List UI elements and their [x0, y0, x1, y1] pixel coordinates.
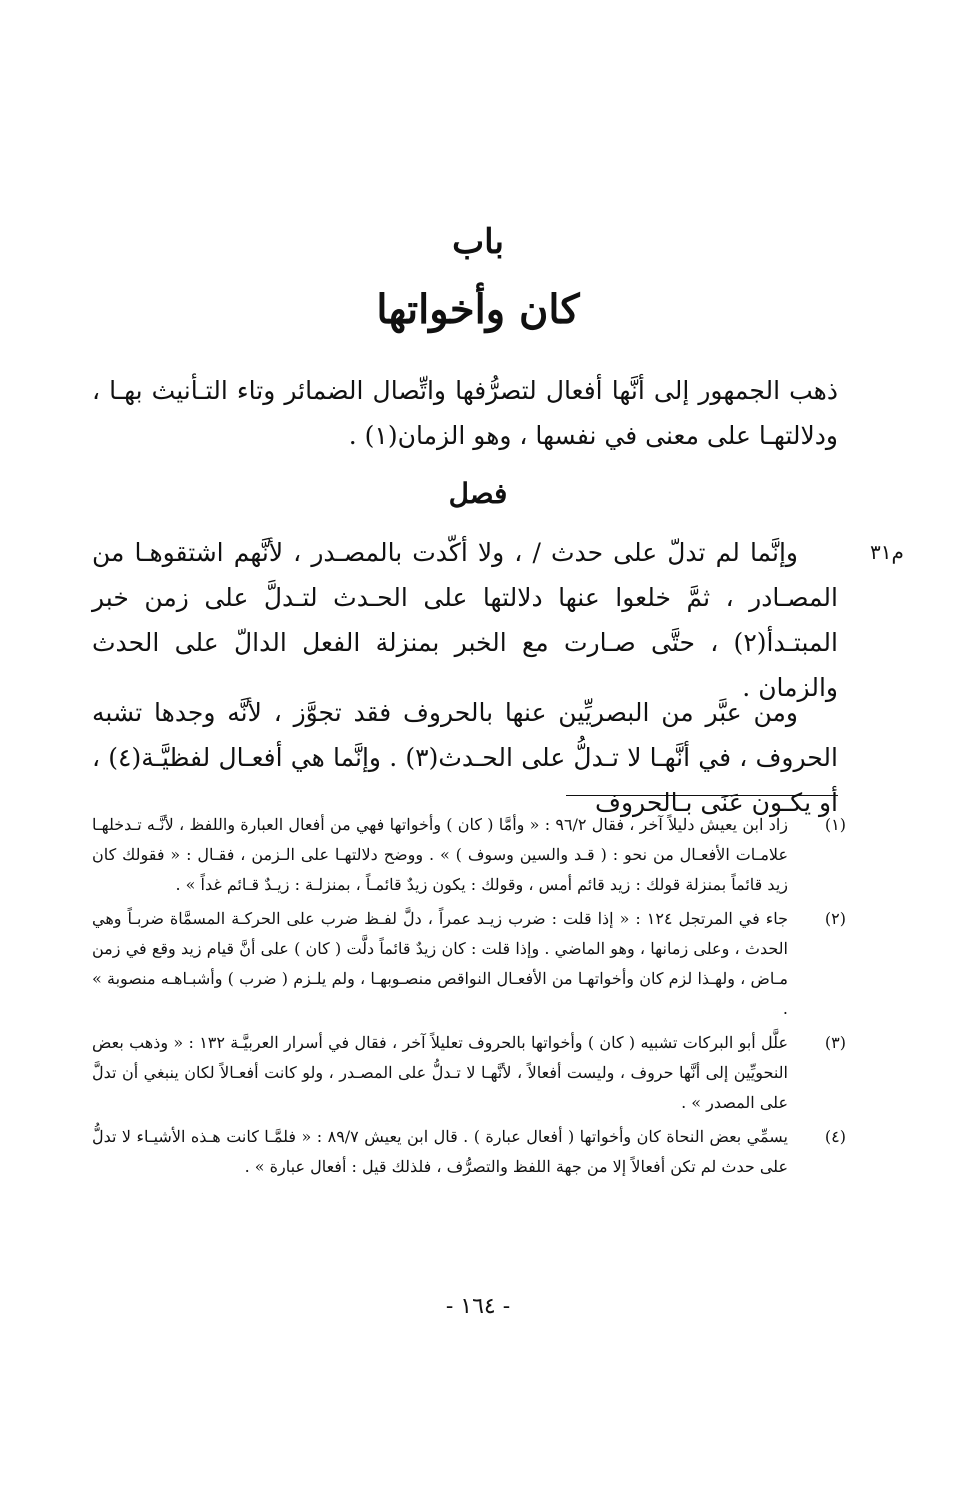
- footnote-3: [92, 1028, 846, 1118]
- footnote-number: (١): [824, 815, 846, 834]
- footnote-text: جاء في المرتجل ١٢٤ : « إذا قلت : ضرب زيـد عمراً ، دلَّ لفـظ ضرب على الحركـة المسمَّاة ضربـاً وهي الحدث ، وعلى زمانها ، وهو الماضي . وإذا قلت : كان زيدٌ قائماً دلَّت ( كان ) على أنَّ قيام زيد وقع في زمن مـاض ، ولهـذا لزم كان وأخواتهـا من الأفعـال النواقص منصـوبهـا ، ولم يلـزم ( ضرب ) وأشبـاهـه منصوبة » .: [92, 909, 788, 1018]
- footnote-2: [92, 904, 846, 1024]
- page-number: - ١٦٤ -: [445, 1294, 511, 1319]
- body-paragraph-2: ومن عبَّر من البصريِّين عنها بالحروف فقد تجوَّز ، لأنَّه وجدها تشبه الحروف ، في أنَّهـا لا تـدلُّ على الحـدث(٣) . وإنَّما هي أفعـال لفظيَّـة(٤) ، أو يكـون عَنَى بـالحروف: [92, 698, 838, 817]
- footnote-number: (٢): [824, 909, 846, 928]
- intro-paragraph: ذهب الجمهور إلى أنَّها أفعال لتصرُّفها واتِّصال الضمائر وتاء التـأنيث بهـا ، ودلالتهـا على معنى في نفسها ، وهو الزمان(١) .: [92, 376, 838, 450]
- footnote-number: (٤): [824, 1127, 846, 1146]
- footnote-text: زاد ابن يعيش دليلاً آخر ، فقال ٩٦/٢ : « وأمَّا ( كان ) وأخواتها فهي من أفعال العبارة واللفظ ، لأنَّـه تـدخلهـا علامـات الأفعـال من نحو : ( قـد والسين وسوف ) » . ووضح دلالتهـا على الـزمن ، فقـال : « فقولك كان زيد قائماً بمنزلة قولك : زيد قائم أمس ، وقولك : يكون زيدٌ قائمـاً ، بمنزلـة : زيـدٌ قـائم غداً » .: [92, 815, 788, 894]
- chapter-heading-line2: كان وأخواتها: [376, 286, 580, 333]
- section-heading: فصل: [448, 477, 508, 510]
- footnotes: [92, 810, 846, 1186]
- footnote-1: [92, 810, 846, 900]
- body-paragraph-1: وإنَّما لم تدلّ على حدث / ، ولا أكّدت بالمصـدر ، لأنَّهم اشتقوهـا من المصـادر ، ثمَّ خلعوا عنها دلالتها على الحـدث لتـدلَّ على زمن خبر المبتـدأ(٢) ، حتَّى صـارت مع الخبر بمنزلة الفعل الدالّ على الحدث والزمان .: [92, 538, 838, 702]
- footnote-text: علَّل أبو البركات تشبيه ( كان ) وأخواتها بالحروف تعليلاً آخر ، فقال في أسرار العربيَّـة ١٣٢ : « وذهب بعض النحويِّين إلى أنَّها حروف ، وليست أفعالاً ، لأنَّهـا لا تـدلُّ على المصـدر ، ولو كانت أفعـالاً لكان ينبغي أن تدلَّ على المصدر » .: [92, 1033, 789, 1112]
- footnote-4: [92, 1122, 846, 1182]
- footnote-text: يسمِّي بعض النحاة كان وأخواتها ( أفعال عبارة ) . قال ابن يعيش ٨٩/٧ : « فلمَّـا كانت هـذه الأشيـاء لا تدلُّ على حدث لم تكن أفعالاً إلا من جهة اللفظ والتصرُّف ، فلذلك قيل : أفعال عبارة » .: [92, 1127, 788, 1176]
- chapter-heading-line1: باب: [452, 222, 504, 262]
- footnote-separator: [566, 795, 838, 796]
- footnote-number: (٣): [824, 1033, 846, 1052]
- margin-note: م٣١: [870, 540, 904, 564]
